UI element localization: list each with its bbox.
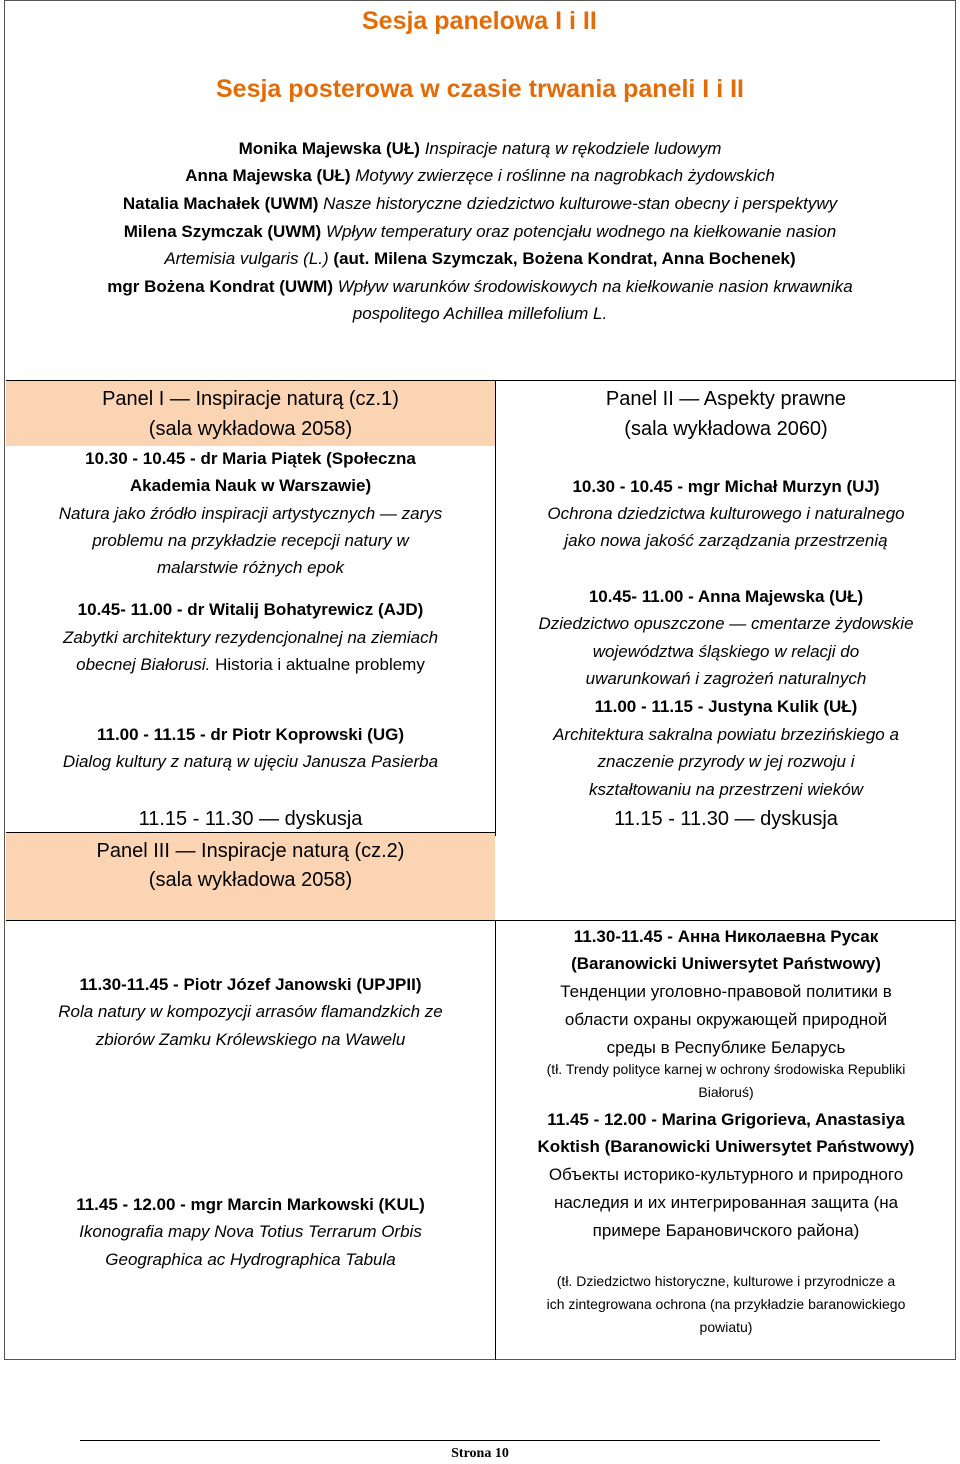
panel2-talk-2-time: 10.45- 11.00 - Anna Majewska (UŁ) [588,587,864,606]
panel3-talk-1-title: zbiorów Zamku Królewskiego na Wawelu [95,1030,406,1049]
panel2-talk-1-title: Ochrona dziedzictwa kulturowego i naturalnego [547,504,905,523]
panel1-room: (sala wykładowa 2058) [148,418,353,440]
panel4-talk-2-title: Объекты историко-культурного и природного [548,1165,904,1184]
panel3-room: (sala wykładowa 2058) [148,869,353,891]
panel4-talk-1-title: среды в Республике Беларусь [606,1038,846,1057]
panel3-talk-2-title: Geographica ac Hydrographica Tabula [105,1250,396,1269]
poster-item: Milena Szymczak (UWM) Wpływ temperatury oraz potencjału wodnego na kiełkowanie nasion [123,222,837,241]
panel4-talk-1-title: области охраны окружающей природной [564,1010,888,1029]
panel4-talk-1-title: Тенденции уголовно-правовой политики в [560,982,892,1001]
poster-item: Anna Majewska (UŁ) Motywy zwierzęce i roślinne na nagrobkach żydowskich [185,166,775,185]
panel1-talk-2-title: obecnej Białorusi. Historia i aktualne problemy [76,655,425,674]
panel2-talk-3-title: Architektura sakralna powiatu brzezińskiego a [553,725,899,744]
panel4-talk-1-time: 11.30-11.45 - Анна Николаевна Русак [573,927,879,946]
panel3-talk-1-title: Rola natury w kompozycji arrasów flamandzkich ze [58,1002,443,1021]
panel1-title: Panel I — Inspiracje naturą (cz.1) [102,388,399,410]
poster-session-title: Sesja posterowa w czasie trwania paneli I i II [216,75,744,103]
panel3-talk-2-title: Ikonografia mapy Nova Totius Terrarum Orbis [79,1222,422,1241]
panel2-talk-2-title: województwa śląskiego w relacji do [592,642,860,661]
panel1-talk-1-time-cont: Akademia Nauk w Warszawie) [129,476,372,495]
table-line [6,920,956,921]
panel2-room: (sala wykładowa 2060) [624,418,828,440]
panel2-talk-2-title: uwarunkowań i zagrożeń naturalnych [585,669,867,688]
panel4-talk-1-note: Białoruś) [698,1084,754,1100]
panel1-discussion: 11.15 - 11.30 — dyskusja [138,808,363,830]
panel4-talk-1-note: (tł. Trendy polityce karnej w ochrony środowiska Republiki [546,1061,906,1077]
panel1-talk-1-title: Natura jako źródło inspiracji artystycznych — zarys [58,504,443,523]
panel1-talk-1-time: 10.30 - 10.45 - dr Maria Piątek (Społeczna [85,449,416,468]
poster-item: Natalia Machałek (UWM) Nasze historyczne dziedzictwo kulturowe-stan obecny i perspektywy [122,194,838,213]
panel2-talk-1-time: 10.30 - 10.45 - mgr Michał Murzyn (UJ) [572,477,880,496]
poster-item-cont: Artemisia vulgaris (L.) (aut. Milena Szymczak, Bożena Kondrat, Anna Bochenek) [164,249,796,268]
panel2-talk-3-title: kształtowaniu na przestrzeni wieków [588,780,863,799]
panel4-talk-2-time-cont: Koktish (Baranowicki Uniwersytet Państwowy) [537,1137,915,1156]
panel2-talk-2-title: Dziedzictwo opuszczone — cmentarze żydowskie [538,614,914,633]
panel4-talk-2-title: примере Барановичского района) [592,1221,860,1240]
page-number: Strona 10 [451,1446,509,1461]
panel2-talk-1-title: jako nowa jakość zarządzania przestrzenią [564,531,888,550]
panel1-talk-2-time: 10.45- 11.00 - dr Witalij Bohatyrewicz (AJD) [77,600,424,619]
panel1-talk-1-title: problemu na przykładzie recepcji natury w [92,531,409,550]
panel1-talk-3-title: Dialog kultury z naturą w ujęciu Janusza Pasierba [62,752,439,771]
panel3-talk-1-time: 11.30-11.45 - Piotr Józef Janowski (UPJPII) [79,975,422,994]
poster-item: Monika Majewska (UŁ) Inspiracje naturą w rękodziele ludowym [238,139,722,158]
panel4-talk-2-title: наследия и их интегрированная защита (на [553,1193,899,1212]
footer-rule [80,1440,880,1441]
panel2-talk-3-title: znaczenie przyrody w jej rozwoju i [597,752,855,771]
poster-item-cont: pospolitego Achillea millefolium L. [352,304,608,323]
panel4-talk-2-note: powiatu) [699,1319,753,1335]
panel2-discussion: 11.15 - 11.30 — dyskusja [614,808,838,830]
panel4-talk-1-time-cont: (Baranowicki Uniwersytet Państwowy) [571,954,881,973]
page-title: Sesja panelowa I i II [362,7,597,35]
panel1-talk-1-title: malarstwie różnych epok [156,558,345,577]
table-top-line [6,380,956,381]
panel4-talk-2-time: 11.45 - 12.00 - Marina Grigorieva, Anastasiya [547,1110,905,1129]
panel4-talk-2-note: ich zintegrowana ochrona (na przykładzie baranowickiego [546,1296,906,1312]
panel3-talk-2-time: 11.45 - 12.00 - mgr Marcin Markowski (KUL) [76,1195,425,1214]
panel2-talk-3-time: 11.00 - 11.15 - Justyna Kulik (UŁ) [594,697,858,716]
panel2-title: Panel II — Aspekty prawne [605,388,847,410]
panel3-title: Panel III — Inspiracje naturą (cz.2) [96,840,405,862]
panel1-talk-2-title: Zabytki architektury rezydencjonalnej na ziemiach [62,628,439,647]
poster-item: mgr Bożena Kondrat (UWM) Wpływ warunków środowiskowych na kiełkowanie nasion krwawnika [107,277,853,296]
panel4-talk-2-note: (tł. Dziedzictwo historyczne, kulturowe i przyrodnicze a [556,1273,896,1289]
panel1-talk-3-time: 11.00 - 11.15 - dr Piotr Koprowski (UG) [96,725,405,744]
